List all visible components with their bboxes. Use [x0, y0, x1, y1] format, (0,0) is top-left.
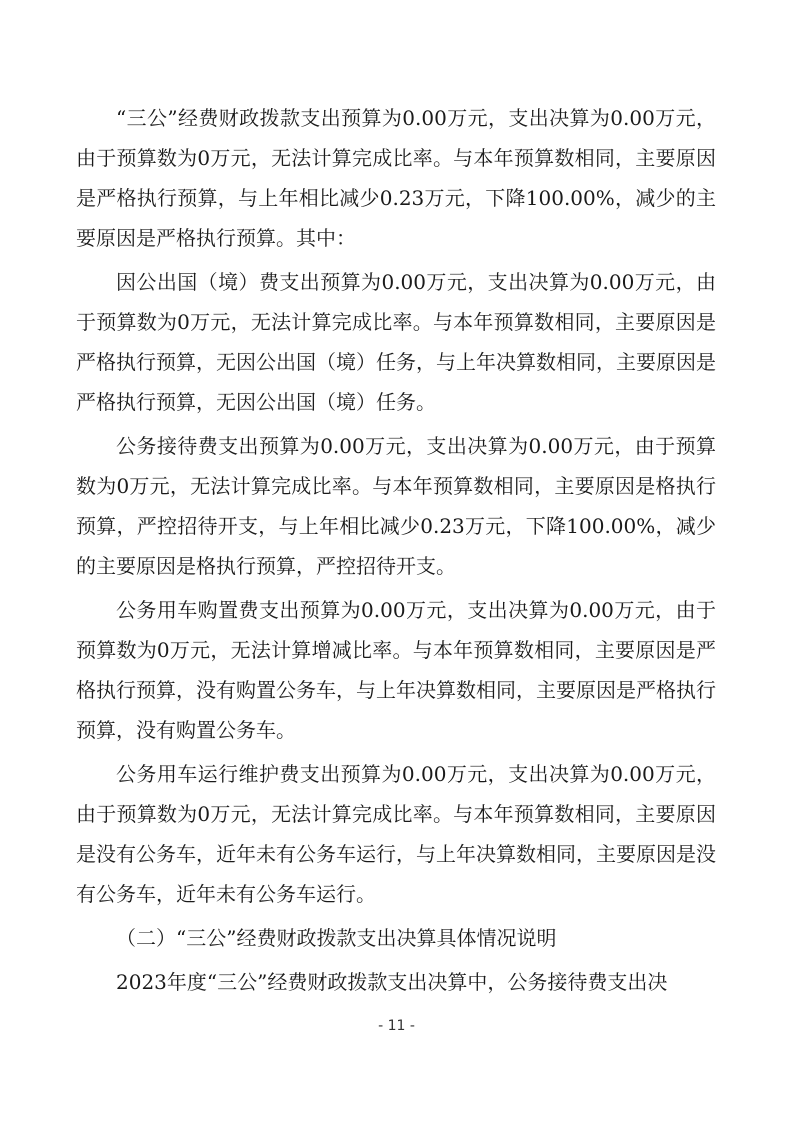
paragraph-san-gong-overview: “三公”经费财政拨款支出预算为0.00万元，支出决算为0.00万元，由于预算数为0万元，无法计算完成比率。与本年预算数相同，主要原因是严格执行预算，与上年相比减少0.23万元，下降100.00%，减少的主要原因是严格执行预算。其中： — [76, 106, 716, 250]
paragraph-vehicle-maintenance: 公务用车运行维护费支出预算为0.00万元，支出决算为0.00万元，由于预算数为0万元，无法计算完成比率。与本年预算数相同，主要原因是没有公务车，近年未有公务车运行，与上年决算数相同，主要原因是没有公务车，近年未有公务车运行。 — [76, 762, 716, 906]
paragraph-2023-summary: 2023年度“三公”经费财政拨款支出决算中，公务接待费支出决 — [116, 970, 668, 994]
paragraph-vehicle-purchase: 公务用车购置费支出预算为0.00万元，支出决算为0.00万元，由于预算数为0万元，无法计算增减比率。与本年预算数相同，主要原因是严格执行预算，没有购置公务车，与上年决算数相同，主要原因是严格执行预算，没有购置公务车。 — [76, 598, 716, 742]
body-text — [76, 98, 716, 1006]
paragraph-overseas-travel: 因公出国（境）费支出预算为0.00万元，支出决算为0.00万元，由于预算数为0万元，无法计算完成比率。与本年预算数相同，主要原因是严格执行预算，无因公出国（境）任务，与上年决算数相同，主要原因是严格执行预算，无因公出国（境）任务。 — [76, 270, 716, 414]
paragraph-official-reception: 公务接待费支出预算为0.00万元，支出决算为0.00万元，由于预算数为0万元，无法计算完成比率。与本年预算数相同，主要原因是格执行预算，严控招待开支，与上年相比减少0.23万元，下降100.00%，减少的主要原因是格执行预算，严控招待开支。 — [76, 434, 716, 578]
section-heading: （二）“三公”经费财政拨款支出决算具体情况说明 — [116, 926, 557, 950]
page-number: - 11 - — [378, 1018, 415, 1034]
